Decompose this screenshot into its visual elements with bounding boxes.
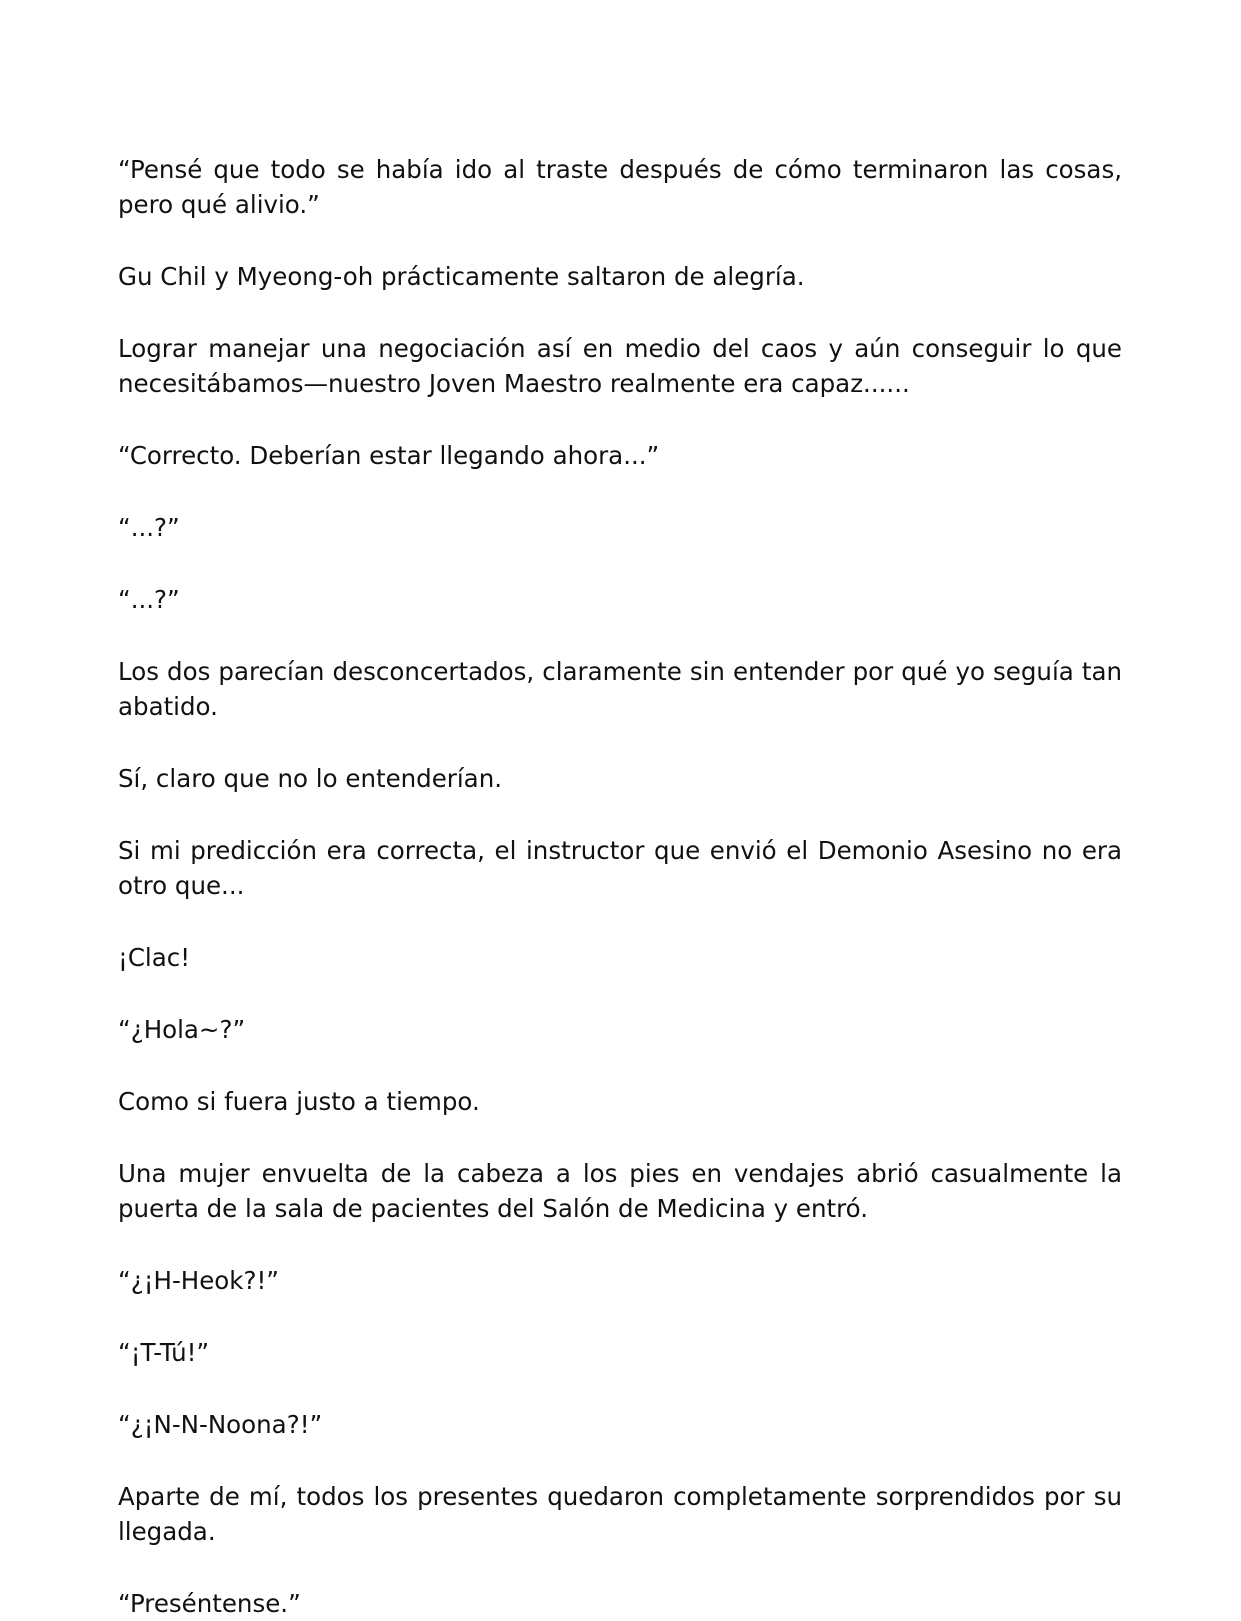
paragraph: Lograr manejar una negociación así en medio del caos y aún conseguir lo que necesitábamos—nuestro Joven Maestro realmente era capaz...... bbox=[118, 334, 1122, 398]
paragraph: “¿¡N-N-Noona?!” bbox=[118, 1410, 323, 1439]
paragraph: “¡T-Tú!” bbox=[118, 1338, 210, 1367]
paragraph: Gu Chil y Myeong-oh prácticamente saltaron de alegría. bbox=[118, 262, 805, 291]
paragraph: “Correcto. Deberían estar llegando ahora...” bbox=[118, 441, 660, 470]
paragraph: “Pensé que todo se había ido al traste después de cómo terminaron las cosas, pero qué alivio.” bbox=[118, 155, 1122, 219]
paragraph: ¡Clac! bbox=[118, 943, 191, 972]
paragraph: Sí, claro que no lo entenderían. bbox=[118, 764, 503, 793]
paragraph: “...?” bbox=[118, 585, 180, 614]
document-body bbox=[118, 152, 1122, 1621]
paragraph: “Preséntense.” bbox=[118, 1589, 301, 1618]
paragraph: Los dos parecían desconcertados, claramente sin entender por qué yo seguía tan abatido. bbox=[118, 657, 1122, 721]
paragraph: Aparte de mí, todos los presentes quedaron completamente sorprendidos por su llegada. bbox=[118, 1482, 1122, 1546]
paragraph: Si mi predicción era correcta, el instructor que envió el Demonio Asesino no era otro que... bbox=[118, 836, 1122, 900]
paragraph: “¿Hola~?” bbox=[118, 1015, 246, 1044]
paragraph: Como si fuera justo a tiempo. bbox=[118, 1087, 480, 1116]
paragraph: Una mujer envuelta de la cabeza a los pies en vendajes abrió casualmente la puerta de la sala de pacientes del Salón de Medicina y entró. bbox=[118, 1159, 1122, 1223]
paragraph: “¿¡H-Heok?!” bbox=[118, 1266, 279, 1295]
paragraph: “...?” bbox=[118, 513, 180, 542]
